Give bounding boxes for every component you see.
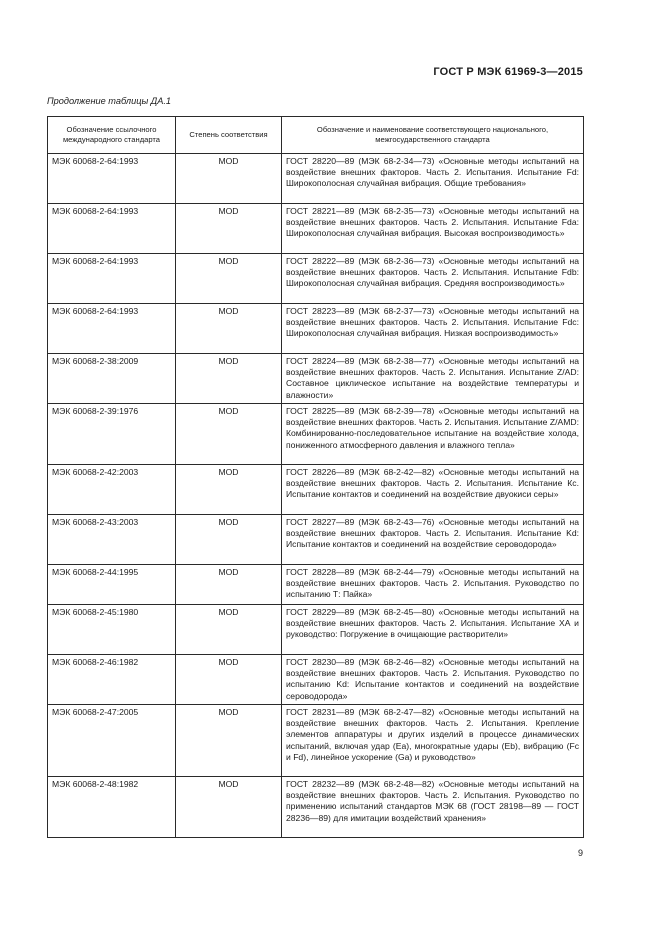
reference-cell: МЭК 60068-2-48:1982 [48, 777, 176, 838]
national-standard-cell: ГОСТ 28225—89 (МЭК 68-2-39—78) «Основные методы испытаний на воздействие внешних факторов. Часть 2. Испытания. Испытание Z/AMD: Комбинированно-последовательное испытание на воздействие холода, пониженного атмосферного давления и влажного тепла» [282, 404, 584, 465]
degree-cell: MOD [176, 565, 282, 605]
national-standard-cell: ГОСТ 28223—89 (МЭК 68-2-37—73) «Основные методы испытаний на воздействие внешних факторов. Часть 2. Испытания. Испытание Fdc: Широкополосная случайная вибрация. Низкая воспроизводимость» [282, 304, 584, 354]
reference-cell: МЭК 60068-2-44:1995 [48, 565, 176, 605]
degree-cell: MOD [176, 304, 282, 354]
table-row [48, 515, 584, 565]
degree-cell: MOD [176, 354, 282, 404]
column-header-reference: Обозначение ссылочного международного стандарта [48, 117, 176, 154]
table-header-row [48, 117, 584, 154]
table-caption: Продолжение таблицы ДА.1 [47, 96, 172, 106]
degree-cell: MOD [176, 515, 282, 565]
national-standard-cell: ГОСТ 28227—89 (МЭК 68-2-43—76) «Основные методы испытаний на воздействие внешних факторов. Часть 2. Испытания. Испытание Kd: Испытание контактов и соединений на воздействие сероводорода» [282, 515, 584, 565]
reference-cell: МЭК 60068-2-43:2003 [48, 515, 176, 565]
reference-cell: МЭК 60068-2-42:2003 [48, 465, 176, 515]
degree-cell: MOD [176, 605, 282, 655]
table-row [48, 304, 584, 354]
standards-table [47, 116, 584, 838]
degree-cell: MOD [176, 777, 282, 838]
degree-cell: MOD [176, 655, 282, 705]
reference-cell: МЭК 60068-2-45:1980 [48, 605, 176, 655]
table-row [48, 705, 584, 777]
table-row [48, 465, 584, 515]
reference-cell: МЭК 60068-2-64:1993 [48, 204, 176, 254]
national-standard-cell: ГОСТ 28226—89 (МЭК 68-2-42—82) «Основные методы испытаний на воздействие внешних факторов. Часть 2. Испытания. Испытание Кс. Испытание контактов и соединений на воздействие двуокиси серы» [282, 465, 584, 515]
degree-cell: MOD [176, 465, 282, 515]
table-row [48, 655, 584, 705]
table-row [48, 354, 584, 404]
column-header-degree: Степень соответствия [176, 117, 282, 154]
national-standard-cell: ГОСТ 28229—89 (МЭК 68-2-45—80) «Основные методы испытаний на воздействие внешних факторов. Часть 2. Испытания. Испытание ХА и руководство: Погружение в очищающие растворители» [282, 605, 584, 655]
column-header-national-standard: Обозначение и наименование соответствующего национального, межгосударственного стандарта [282, 117, 584, 154]
national-standard-cell: ГОСТ 28222—89 (МЭК 68-2-36—73) «Основные методы испытаний на воздействие внешних факторов. Часть 2. Испытания. Испытание Fdb: Широкополосная случайная вибрация. Средняя воспроизводимость» [282, 254, 584, 304]
degree-cell: MOD [176, 404, 282, 465]
national-standard-cell: ГОСТ 28221—89 (МЭК 68-2-35—73) «Основные методы испытаний на воздействие внешних факторов. Часть 2. Испытания. Испытание Fda: Широкополосная случайная вибрация. Высокая воспроизводимость» [282, 204, 584, 254]
degree-cell: MOD [176, 705, 282, 777]
national-standard-cell: ГОСТ 28232—89 (МЭК 68-2-48—82) «Основные методы испытаний на воздействие внешних факторов. Часть 2. Испытания. Руководство по применению испытаний стандартов МЭК 68 (ГОСТ 28198—89 — ГОСТ 28236—89) для имитации воздействий хранения» [282, 777, 584, 838]
reference-cell: МЭК 60068-2-64:1993 [48, 154, 176, 204]
national-standard-cell: ГОСТ 28228—89 (МЭК 68-2-44—79) «Основные методы испытаний на воздействие внешних факторов. Часть 2. Испытания. Руководство по испытанию Т: Пайка» [282, 565, 584, 605]
national-standard-cell: ГОСТ 28220—89 (МЭК 68-2-34—73) «Основные методы испытаний на воздействие внешних факторов. Часть 2. Испытания. Испытание Fd: Широкополосная случайная вибрация. Общие требования» [282, 154, 584, 204]
reference-cell: МЭК 60068-2-39:1976 [48, 404, 176, 465]
table-row [48, 254, 584, 304]
reference-cell: МЭК 60068-2-47:2005 [48, 705, 176, 777]
national-standard-cell: ГОСТ 28224—89 (МЭК 68-2-38—77) «Основные методы испытаний на воздействие внешних факторов. Часть 2. Испытания. Испытание Z/AD: Составное циклическое испытание на воздействие температуры и влажности» [282, 354, 584, 404]
reference-cell: МЭК 60068-2-64:1993 [48, 304, 176, 354]
table-row [48, 204, 584, 254]
reference-cell: МЭК 60068-2-64:1993 [48, 254, 176, 304]
national-standard-cell: ГОСТ 28230—89 (МЭК 68-2-46—82) «Основные методы испытаний на воздействие внешних факторов. Часть 2. Испытания. Руководство по испытанию Kd: Испытание контактов и соединений на воздействие сероводорода» [282, 655, 584, 705]
table-row [48, 404, 584, 465]
national-standard-cell: ГОСТ 28231—89 (МЭК 68-2-47—82) «Основные методы испытаний на воздействие внешних факторов. Часть 2. Испытания. Крепление элементов аппаратуры и других изделий в процессе динамических испытаний, включая удар (Еа), многократные удары (Eb), вибрацию (Fc и Fd), линейное ускорение (Ga) и руководство» [282, 705, 584, 777]
reference-cell: МЭК 60068-2-46:1982 [48, 655, 176, 705]
table-row [48, 605, 584, 655]
degree-cell: MOD [176, 204, 282, 254]
document-id-header: ГОСТ Р МЭК 61969-3—2015 [433, 66, 583, 78]
degree-cell: MOD [176, 254, 282, 304]
degree-cell: MOD [176, 154, 282, 204]
reference-cell: МЭК 60068-2-38:2009 [48, 354, 176, 404]
table-row [48, 565, 584, 605]
table-row [48, 777, 584, 838]
table-row [48, 154, 584, 204]
page-number: 9 [577, 848, 583, 858]
